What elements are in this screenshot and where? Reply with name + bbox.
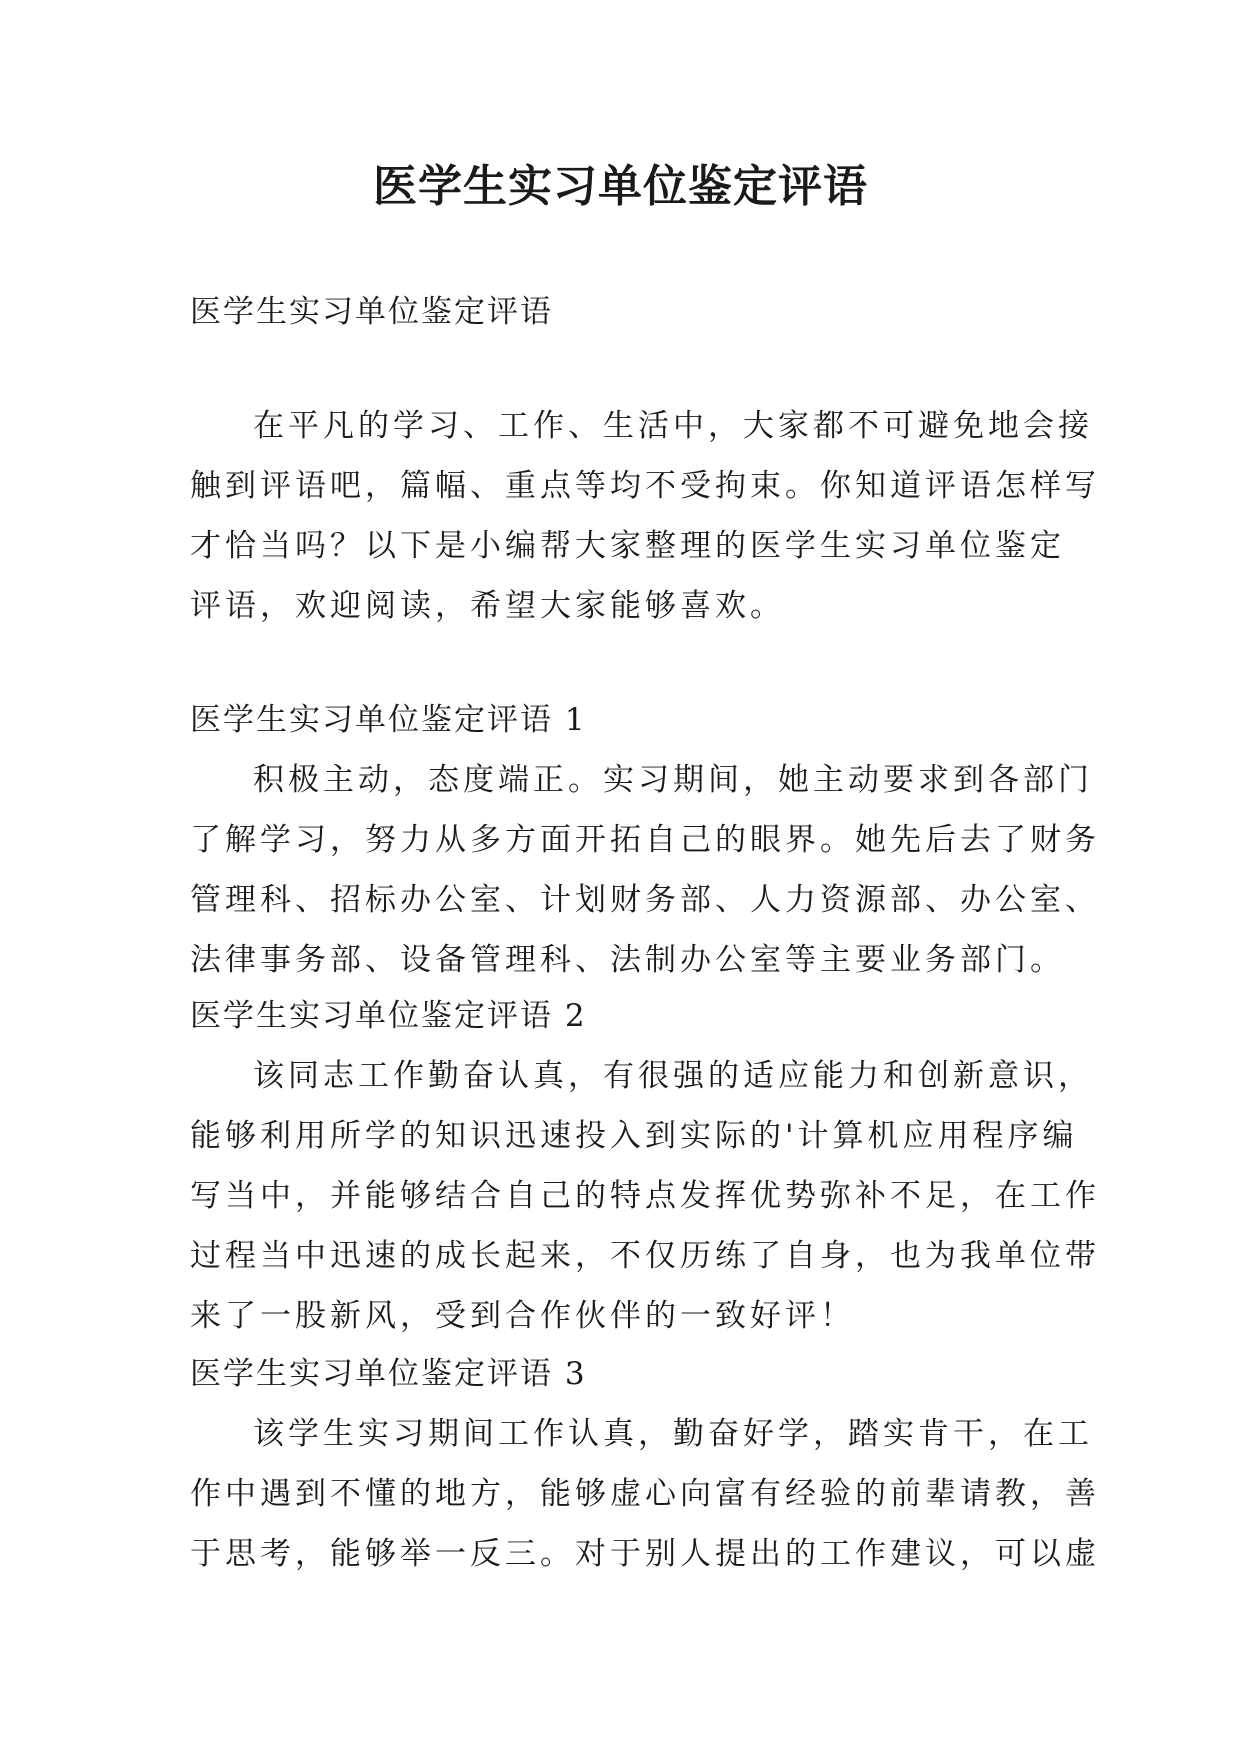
intro-line: 在平凡的学习、工作、生活中，大家都不可避免地会接 [253,408,1093,444]
intro-line: 评语，欢迎阅读，希望大家能够喜欢。 [190,588,785,624]
section-line: 来了一股新风，受到合作伙伴的一致好评！ [190,1298,855,1334]
section-heading: 医学生实习单位鉴定评语 2 [190,998,587,1034]
section-line: 过程当中迅速的成长起来，不仅历练了自身，也为我单位带 [190,1238,1100,1274]
section-line: 于思考，能够举一反三。对于别人提出的工作建议，可以虚 [190,1536,1100,1572]
section-line: 法律事务部、设备管理科、法制办公室等主要业务部门。 [190,942,1065,978]
document-subtitle: 医学生实习单位鉴定评语 [190,294,553,330]
section-heading: 医学生实习单位鉴定评语 1 [190,702,587,738]
section-line: 了解学习，努力从多方面开拓自己的眼界。她先后去了财务 [190,822,1100,858]
section-heading: 医学生实习单位鉴定评语 3 [190,1356,587,1392]
section-line: 管理科、招标办公室、计划财务部、人力资源部、办公室、 [190,882,1100,918]
section-line: 写当中，并能够结合自己的特点发挥优势弥补不足，在工作 [190,1178,1100,1214]
section-line: 作中遇到不懂的地方，能够虚心向富有经验的前辈请教，善 [190,1476,1100,1512]
section-line: 能够利用所学的知识迅速投入到实际的'计算机应用程序编 [190,1118,1078,1154]
section-line: 该同志工作勤奋认真，有很强的适应能力和创新意识， [253,1058,1093,1094]
intro-line: 触到评语吧，篇幅、重点等均不受拘束。你知道评语怎样写 [190,468,1100,504]
section-line: 该学生实习期间工作认真，勤奋好学，踏实肯干，在工 [253,1416,1093,1452]
intro-line: 才恰当吗？以下是小编帮大家整理的医学生实习单位鉴定 [190,528,1065,564]
section-line: 积极主动，态度端正。实习期间，她主动要求到各部门 [253,762,1093,798]
document-title: 医学生实习单位鉴定评语 [373,161,868,212]
